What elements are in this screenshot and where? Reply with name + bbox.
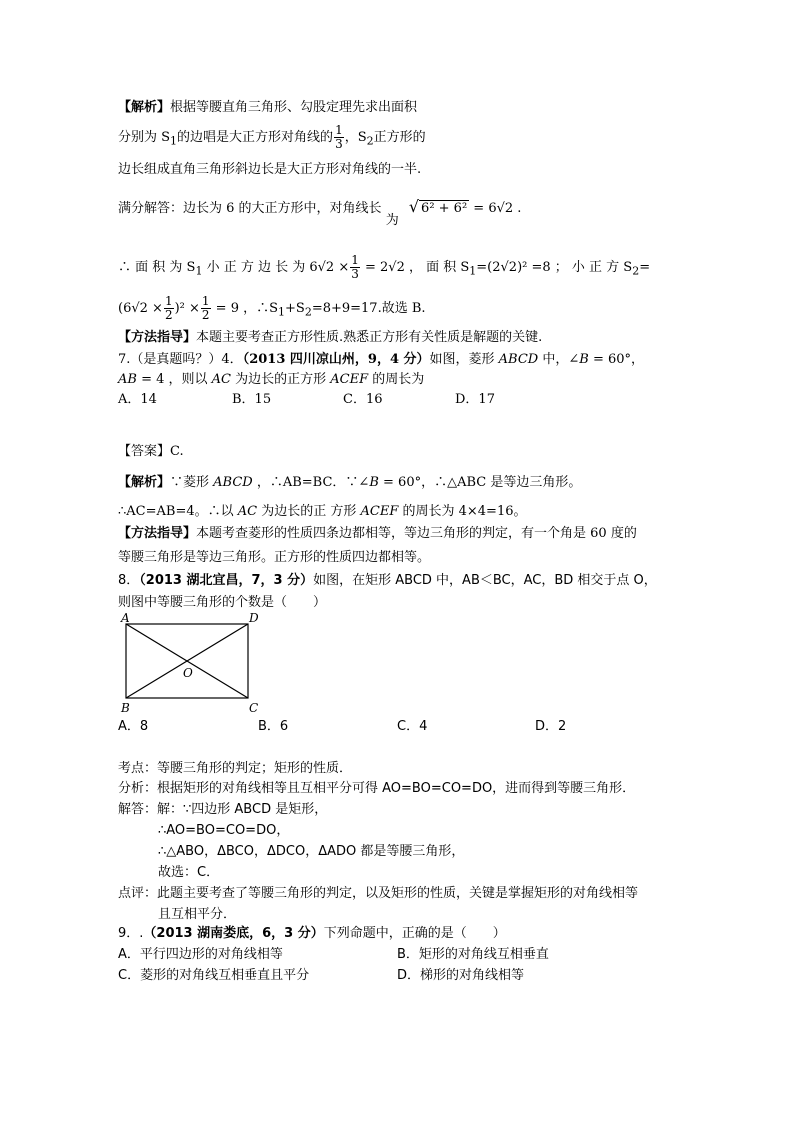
analysis-tag: 【解析】 [118,100,171,115]
q7-analysis-2: ∴AC=AB=4。∴以 AC 为边长的正 方形 ACEF 的周长为 4×4=16。 [118,504,527,519]
q7-option-d: D．17 [455,392,495,407]
area-line: ∴ 面 积 为 $S_1$ 小 正 方 边 长 为 6√2 × $\frac{1}{3}$ = 2√2 ， 面 积 $S_1=(2√2)^2 =8$ ； 小 正 方 $S_2=$ [118,253,651,281]
q8-option-d: D．2 [535,719,567,734]
q9-option-c: C．菱形的对角线互相垂直且平分 [118,968,310,983]
q8-option-b: B．6 [258,719,289,734]
method-guide-1: 【方法指导】本题主要考查正方形性质.熟悉正方形有关性质是解题的关键. [118,330,543,345]
q8-option-a: A．8 [118,719,149,734]
q7-answer: 【答案】C. [118,444,184,459]
rectangle-figure [112,610,272,716]
q8-stem-line-1: 8．（2013 湖北宜昌，7，3 分）如图，在矩形 ABCD 中，AB＜BC，AC，BD 相交于点 O， [118,573,657,588]
full-solution-line: 满分解答：边长为 6 的大正方形中，对角线长 为 √ 6² + 6² = 6√2 . [118,197,522,228]
q7-option-b: B．15 [232,392,272,407]
q7-option-a: A．14 [118,392,157,407]
q8-dianping-1: 点评：此题主要考查了等腰三角形的判定，以及矩形的性质，关键是掌握矩形的对角线相等 [118,886,639,901]
q7-method-2: 等腰三角形是等边三角形。正方形的性质四边都相等。 [118,550,431,565]
q7-stem-line-2: AB = 4 ，则以 AC 为边长的正方形 ACEF 的周长为 [118,372,425,387]
analysis-line-1: 【解析】根据等腰直角三角形、勾股定理先求出面积 [118,100,418,115]
label-a: A [121,611,130,625]
sum-line: (6√2 × $\frac{1}{2}$ )² × $\frac{1}{2}$ = 9 ，$\therefore S_1+S_2=8+9=17$.故选 B. [118,294,426,322]
label-b: B [121,701,130,715]
q7-analysis-1: 【解析】∵菱形 ABCD ，∴AB=BC．∵∠B = 60°，∴△ABC 是等边三角形。 [118,475,582,490]
analysis-line-2: 分别为 $S_1$的边唱是大正方形对角线的 $\frac{1}{3}$ ，$S_2$正方形的 [118,123,426,151]
q8-jieda-2: ∴AO=BO=CO=DO， [158,823,290,838]
label-d: D [249,611,259,625]
q9-option-b: B．矩形的对角线互相垂直 [397,947,549,962]
label-o: O [183,666,193,680]
q7-stem-line-1: 7.（是真题吗？）4．（2013 四川凉山州，9，4 分）如图，菱形 ABCD 中，∠B = 60°， [118,352,645,367]
q9-option-d: D．梯形的对角线相等 [397,968,525,983]
q9-stem: 9．.（2013 湖南娄底，6，3 分）下列命题中，正确的是（ ） [118,926,506,941]
q8-option-c: C．4 [397,719,428,734]
fraction-half-2: $\frac{1}{2}$ [201,294,210,322]
q7-method-1: 【方法指导】本题考查菱形的性质四条边都相等，等边三角形的判定，有一个角是 60 度的 [118,526,637,541]
q7-option-c: C．16 [343,392,383,407]
q8-jieda-1: 解答：解：∵四边形 ABCD 是矩形， [118,802,328,817]
fraction-half-1: $\frac{1}{2}$ [164,294,173,322]
q9-option-a: A．平行四边形的对角线相等 [118,947,283,962]
sqrt-sign-icon: √ [408,197,420,216]
q8-kaodian: 考点：等腰三角形的判定；矩形的性质． [118,761,353,776]
analysis-line-3: 边长组成直角三角形斜边长是大正方形对角线的一半. [118,162,422,177]
label-c: C [249,701,259,715]
q8-fenxi: 分析：根据矩形的对角线相等且互相平分可得 AO=BO=CO=DO，进而得到等腰三角形． [118,781,636,796]
q8-jieda-3: ∴△ABO，ΔBCO，ΔDCO，ΔADO 都是等腰三角形， [158,844,465,859]
q8-jieda-4: 故选：C． [158,865,220,880]
fraction-one-third: $\frac{1}{3}$ [335,123,343,151]
q8-stem-line-2: 则图中等腰三角形的个数是（ ） [118,595,327,610]
q8-dianping-2: 且互相平分． [158,907,237,922]
fraction-one-third-2: $\frac{1}{3}$ [351,253,359,281]
